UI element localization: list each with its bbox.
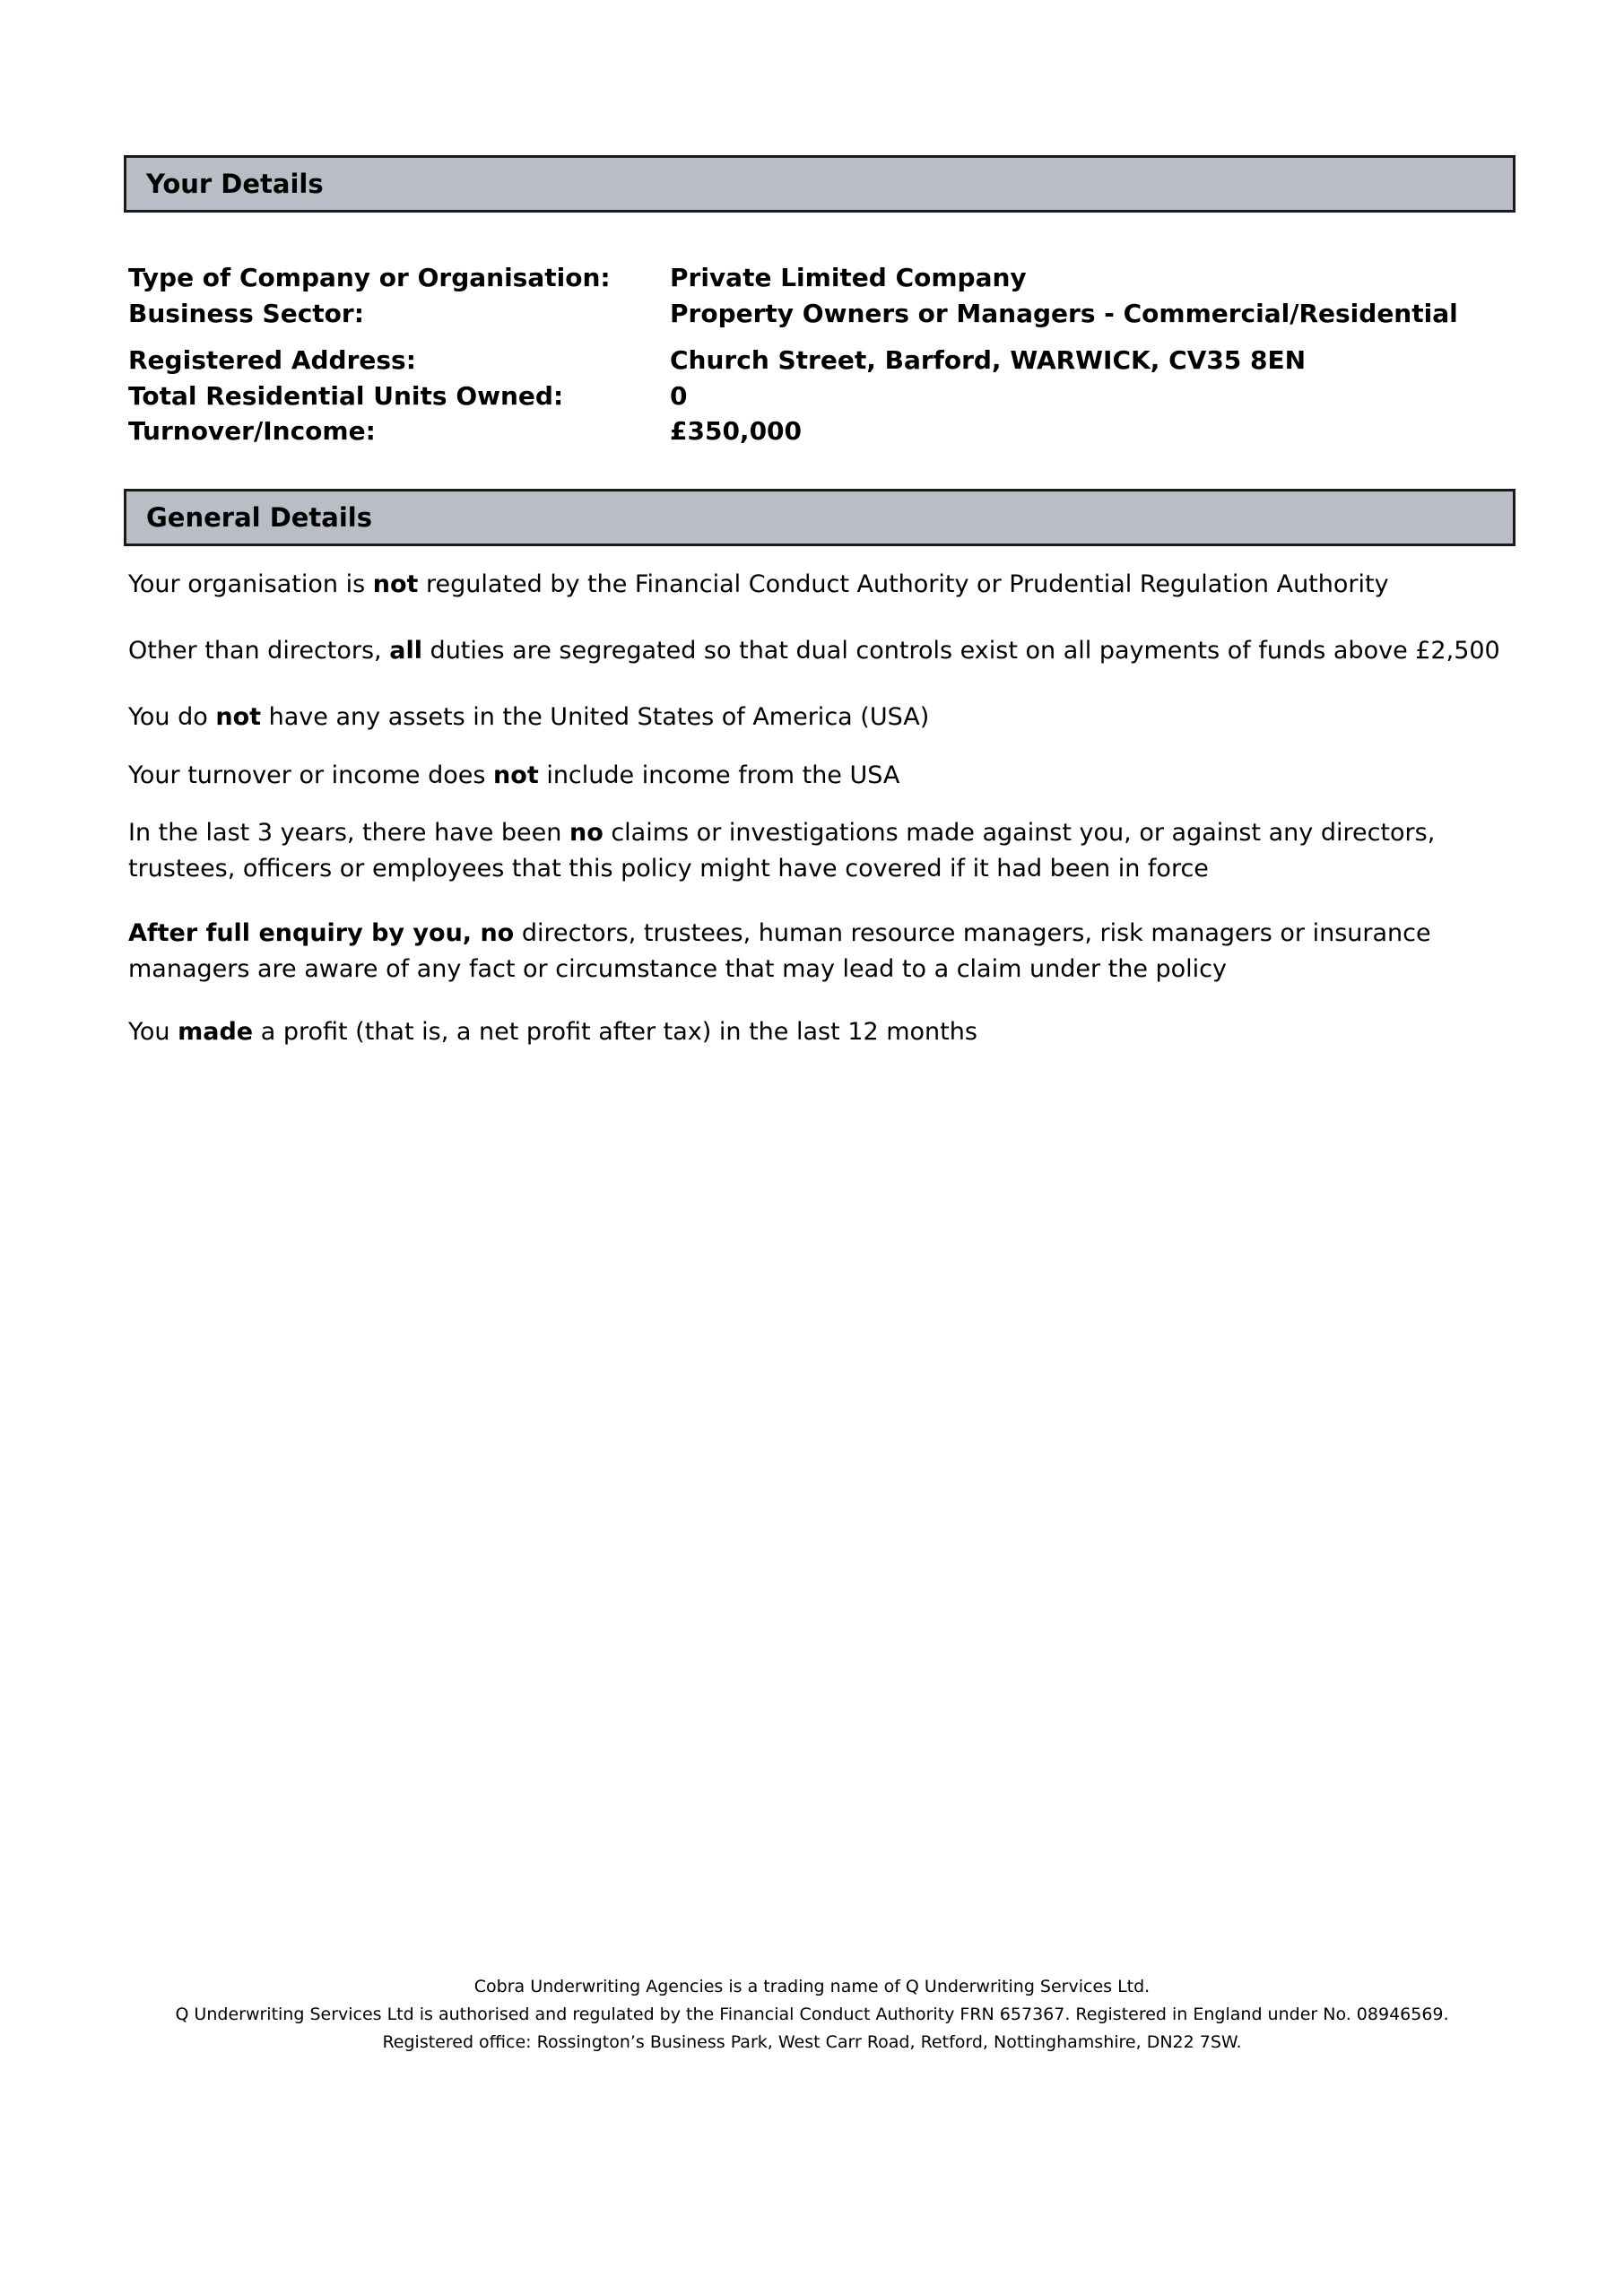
statement-emphasis: made xyxy=(178,1018,254,1046)
statement-emphasis: After full enquiry by you, no xyxy=(128,919,515,947)
statement-emphasis: no xyxy=(569,819,604,847)
statement-usa-assets: You do not have any assets in the United States of America (USA) xyxy=(128,703,930,731)
detail-value: Church Street, Barford, WARWICK, CV35 8EN xyxy=(670,345,1307,375)
statement-circumstances: After full enquiry by you, no directors, trustees, human resource managers, risk managers or insurance managers are aware of any fact or circumstance that may lead to a claim under the policy xyxy=(128,919,1431,983)
statement-claims-history: In the last 3 years, there have been no claims or investigations made against you, or against any directors, trustees, officers or employees that this policy might have covered if it had been in force xyxy=(128,819,1436,883)
detail-value: £350,000 xyxy=(670,416,803,446)
detail-label: Business Sector: xyxy=(128,299,364,328)
statement-profit: You made a profit (that is, a net profit after tax) in the last 12 months xyxy=(128,1018,977,1046)
statement-emphasis: not xyxy=(493,761,539,789)
statement-dual-controls: Other than directors, all duties are segregated so that dual controls exist on all payments of funds above £2,500 xyxy=(128,637,1500,665)
statement-fca-regulation: Your organisation is not regulated by the Financial Conduct Authority or Prudential Regulation Authority xyxy=(128,570,1389,598)
footer-regulation: Q Underwriting Services Ltd is authorised and regulated by the Financial Conduct Authority FRN 657367. Registered in England under No. 08946569. xyxy=(175,2005,1449,2024)
general-details-header xyxy=(124,489,1515,546)
footer xyxy=(0,1973,1624,2057)
footer-registered-office: Registered office: Rossington’s Business Park, West Carr Road, Retford, Nottinghamshire, DN22 7SW. xyxy=(382,2032,1242,2052)
statement-emphasis: all xyxy=(389,637,422,665)
detail-label: Type of Company or Organisation: xyxy=(128,263,611,292)
detail-label: Registered Address: xyxy=(128,345,416,375)
detail-value: Property Owners or Managers - Commercial/Residential xyxy=(670,299,1458,328)
detail-label: Total Residential Units Owned: xyxy=(128,381,564,411)
detail-label: Turnover/Income: xyxy=(128,416,376,446)
footer-trading-name: Cobra Underwriting Agencies is a trading name of Q Underwriting Services Ltd. xyxy=(473,1977,1151,1996)
general-details-title: General Details xyxy=(146,502,373,533)
detail-value: Private Limited Company xyxy=(670,263,1027,292)
statement-usa-income: Your turnover or income does not include income from the USA xyxy=(128,761,900,789)
detail-value: 0 xyxy=(670,381,688,411)
your-details-header xyxy=(124,155,1515,213)
statement-emphasis: not xyxy=(215,703,262,731)
statement-emphasis: not xyxy=(372,570,419,598)
your-details-title: Your Details xyxy=(146,169,324,199)
